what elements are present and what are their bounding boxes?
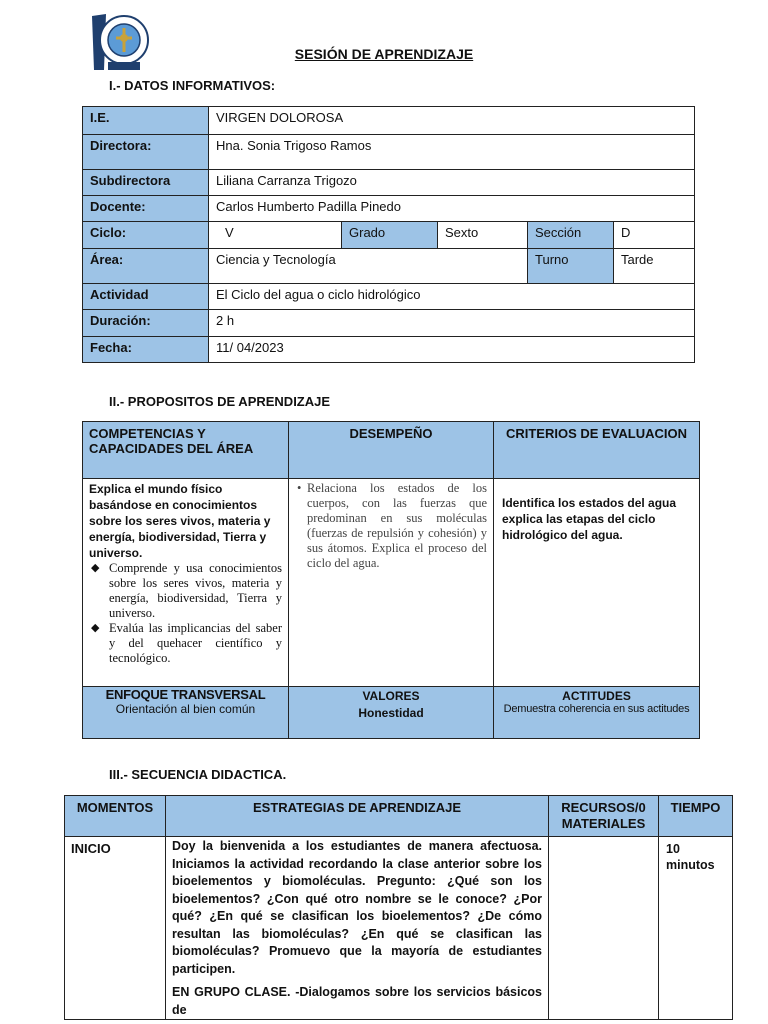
docente-value: Carlos Humberto Padilla Pinedo [209,196,695,222]
estrategia-paragraph-2: EN GRUPO CLASE. -Dialogamos sobre los servicios básicos de [172,985,542,1017]
page-title: SESIÓN DE APRENDIZAJE [294,46,474,62]
criterio-text: Identifica los estados del agua explica las etapas del ciclo hidrológico del agua. [502,496,677,542]
area-value: Ciencia y Tecnología [209,249,528,284]
directora-label: Directora: [83,135,209,170]
valores-header: VALORES [362,689,420,703]
recursos-cell [549,837,659,1020]
criterios-cell [494,479,700,687]
seccion-label: Sección [528,222,614,249]
enfoque-value: Orientación al bien común [115,702,256,716]
grado-value: Sexto [438,222,528,249]
estrategias-cell [166,837,549,1020]
seccion-value: D [614,222,695,249]
directora-value: Hna. Sonia Trigoso Ramos [209,135,695,170]
capacidades-list [89,561,282,666]
turno-label: Turno [528,249,614,284]
competencias-cell [83,479,289,687]
actividad-label: Actividad [83,284,209,310]
ciclo-value: V [209,222,342,249]
list-item: ◆ Evalúa las implicancias del saber y del quehacer científico y tecnológico. [91,621,282,665]
tiempo-header: TIEMPO [659,796,733,837]
list-item: ◆ Comprende y usa conocimientos sobre los seres vivos, materia y energía, biodiversidad, Tierra y universo. [91,561,282,620]
duracion-label: Duración: [83,310,209,337]
school-logo [88,12,152,72]
desempeno-list [295,481,487,571]
diamond-bullet-icon: ◆ [91,622,100,634]
turno-value: Tarde [614,249,695,284]
desempeno-header: DESEMPEÑO [289,422,494,479]
enfoque-cell [83,687,289,739]
grado-label: Grado [342,222,438,249]
tiempo-cell: 10 minutos [659,837,733,1020]
ie-value: VIRGEN DOLOROSA [209,107,695,135]
school-crest-icon [88,12,152,72]
fecha-value: 11/ 04/2023 [209,337,695,363]
ciclo-label: Ciclo: [83,222,209,249]
criterios-header: CRITERIOS DE EVALUACION [494,422,700,479]
momentos-header: MOMENTOS [65,796,166,837]
momento-cell: INICIO [65,837,166,1020]
fecha-label: Fecha: [83,337,209,363]
secuencia-heading: III.- SECUENCIA DIDACTICA. [109,767,287,782]
area-label: Área: [83,249,209,284]
estrategia-paragraph-1: Doy la bienvenida a los estudiantes de manera afectuosa. Iniciamos la actividad recordando la clase anterior sobre los bioelementos y biomoléculas. Pregunto: ¿Qué son los bioelementos? ¿Con qué otro nombre se le conoce? ¿Por qué? ¿En qué se clasifican los bioelementos? ¿De cómo resultan las biomoléculas? ¿En qué se clasifican las biomoléculas? Promuevo que la mayoría de estudiantes participen. [172,839,542,976]
diamond-bullet-icon: ◆ [91,562,100,574]
enfoque-header: ENFOQUE TRANSVERSAL [105,687,266,702]
actitudes-cell [494,687,700,739]
list-item: • Relaciona los estados de los cuerpos, con las fuerzas que predominan en sus moléculas (fuerzas de repulsión y cohesión) y sus átomos. Explica el proceso del ciclo del agua. [297,481,487,570]
propositos-table [82,421,700,739]
duracion-value: 2 h [209,310,695,337]
competencia-text: Explica el mundo físico basándose en conocimientos sobre los seres vivos, materia y energía, biodiversidad, Tierra y universo. [89,482,271,560]
valores-value: Honestidad [358,706,424,720]
competencias-header: COMPETENCIAS Y CAPACIDADES DEL ÁREA [83,422,289,479]
secuencia-table [64,795,733,1020]
ie-label: I.E. [83,107,209,135]
valores-cell [289,687,494,739]
propositos-heading: II.- PROPOSITOS DE APRENDIZAJE [109,394,331,409]
actividad-value: El Ciclo del agua o ciclo hidrológico [209,284,695,310]
estrategias-header: ESTRATEGIAS DE APRENDIZAJE [166,796,549,837]
subdirectora-value: Liliana Carranza Trigozo [209,170,695,196]
desempeno-cell [289,479,494,687]
actitudes-value: Demuestra coherencia en sus actitudes [503,703,690,715]
datos-table [82,106,695,363]
docente-label: Docente: [83,196,209,222]
subdirectora-label: Subdirectora [83,170,209,196]
datos-heading: I.- DATOS INFORMATIVOS: [109,78,276,93]
actitudes-header: ACTITUDES [562,689,631,703]
bullet-icon: • [297,481,302,495]
recursos-header: RECURSOS/0 MATERIALES [549,796,659,837]
